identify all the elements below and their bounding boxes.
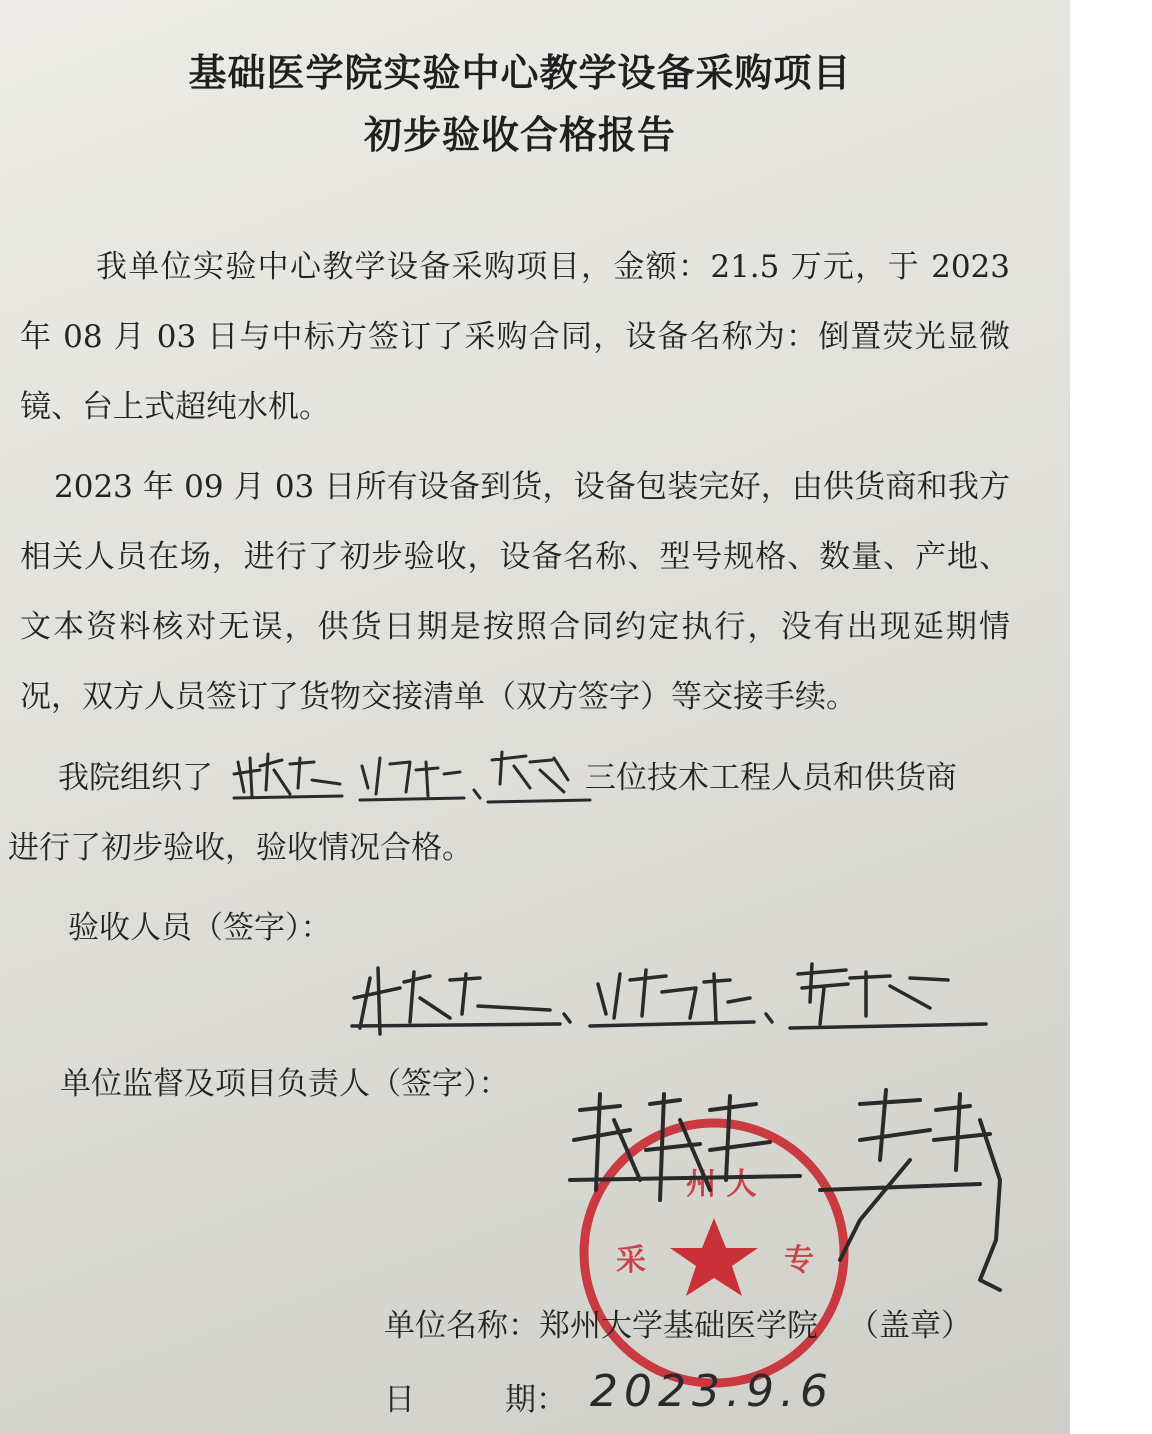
unit-name: 单位名称：郑州大学基础医学院 [384,1308,818,1344]
organized-suffix: 三位技术工程人员和供货商 [585,760,957,796]
organized-line-2: 进行了初步验收，验收情况合格。 [8,830,473,866]
svg-text:专: 专 [784,1243,814,1278]
svg-text:州 大: 州 大 [686,1167,757,1202]
svg-text:采: 采 [616,1243,646,1278]
paragraph-contract: 我单位实验中心教学设备采购项目，金额：21.5 万元，于 2023 年 08 月 03 日与中标方签订了采购合同，设备名称为：倒置荧光显微镜、台上式超纯水机。 [20,249,1010,425]
date-line [384,1374,567,1419]
document-title: 基础医学院实验中心教学设备采购项目 [188,51,852,95]
organized-prefix: 我院组织了 [58,760,213,796]
unit-name-line [384,1300,972,1345]
acceptance-signature-label: 验收人员（签字）： [68,910,332,946]
inline-signatures [230,740,610,810]
handwritten-date: 2023.9.6 [590,1366,834,1417]
supervisor-signature-label: 单位监督及项目负责人（签字）： [60,1066,510,1102]
supervisor-signatures [560,1080,1040,1300]
acceptance-signatures [350,958,1000,1038]
date-label-2: 期： [505,1382,567,1418]
paragraph-delivery: 2023 年 09 月 03 日所有设备到货，设备包装完好，由供货商和我方相关人员在场，进行了初步验收，设备名称、型号规格、数量、产地、文本资料核对无误，供货日期是按照合同约定执行，没有出现延期情况，双方人员签订了货物交接清单（双方签字）等交接手续。 [20,469,1010,715]
date-label-1: 日 [384,1382,415,1418]
seal-note: （盖章） [848,1308,972,1344]
document-subtitle: 初步验收合格报告 [363,113,676,157]
